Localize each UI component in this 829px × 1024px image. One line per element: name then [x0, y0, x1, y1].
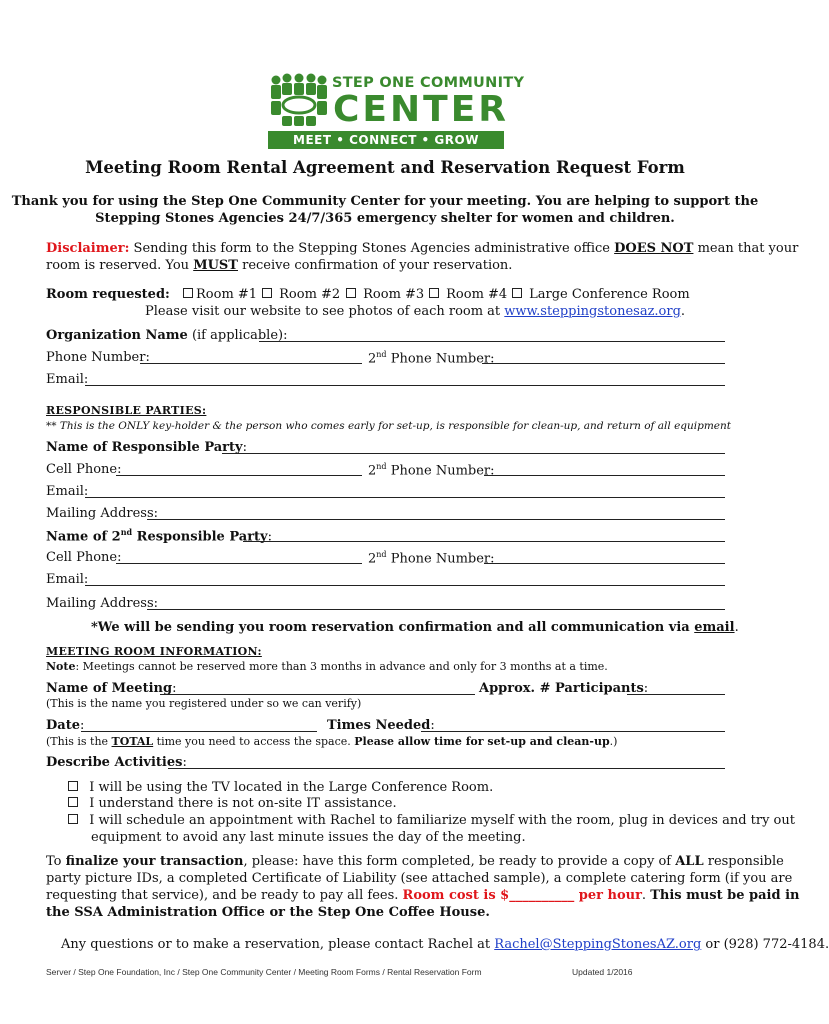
email-field[interactable]: [85, 585, 725, 586]
checkbox-icon[interactable]: [346, 288, 356, 298]
room-option-label: Room #3: [363, 287, 425, 302]
mailing-address-field[interactable]: [147, 609, 725, 610]
room-cost-label: Room cost is $: [402, 888, 510, 903]
org-name-bold: Organization Name: [46, 328, 188, 343]
label-bold: Times Needed: [327, 718, 431, 733]
intro-line-1: Thank you for using the Step One Community Center for your meeting. You are helping to support the: [11, 194, 759, 209]
email-label: Email:: [46, 372, 89, 387]
check-tv[interactable]: [68, 780, 493, 795]
text: .: [641, 888, 651, 903]
checkbox-icon[interactable]: [68, 781, 78, 791]
label-colon: :: [172, 681, 177, 696]
finalize-line-1: [46, 854, 784, 869]
responsible-note: ** This is the ONLY key-holder & the person who comes early for set-up, is responsible for clean-up, and return of all equipment: [46, 420, 732, 432]
room-requested-label: Room requested:: [46, 287, 170, 302]
contact-line: [61, 937, 829, 952]
label-part: Name of 2: [46, 529, 121, 545]
meeting-name-hint: (This is the name you registered under so we can verify): [46, 697, 362, 710]
text: To: [46, 854, 66, 869]
second-phone-label: [368, 462, 495, 478]
room-cost-unit: per hour: [574, 888, 642, 903]
note-bold: Please allow time for set-up and clean-up: [354, 735, 610, 748]
second-responsible-name-field[interactable]: [243, 541, 725, 542]
check-label: I will be using the TV located in the Large Conference Room.: [89, 780, 494, 795]
disclaimer-line-1: [46, 241, 798, 256]
email-label: Email:: [46, 572, 89, 587]
website-note: [145, 304, 685, 319]
responsible-heading: RESPONSIBLE PARTIES:: [46, 404, 207, 417]
note-label: Note: [46, 660, 76, 673]
checkbox-icon[interactable]: [68, 797, 78, 807]
checkbox-icon[interactable]: [512, 288, 522, 298]
intro-line-2: Stepping Stones Agencies 24/7/365 emergency shelter for women and children.: [95, 211, 675, 226]
org-name-field[interactable]: [259, 341, 725, 342]
website-end: .: [680, 304, 686, 319]
cell-phone-label: Cell Phone:: [46, 550, 122, 565]
label-bold: Name of Responsible Party: [46, 440, 243, 455]
meeting-note: [46, 660, 608, 673]
date-field[interactable]: [81, 731, 317, 732]
room-option-label: Room #4: [446, 287, 508, 302]
label-rest: Phone Number:: [386, 463, 495, 479]
participants-field[interactable]: [627, 694, 725, 695]
label-bold: Describe Activities: [46, 755, 183, 770]
participants-label: [479, 681, 648, 696]
text-bold: ALL: [675, 854, 704, 869]
disclaimer-label: Disclaimer:: [46, 241, 130, 256]
room-option-1[interactable]: [183, 287, 257, 302]
finalize-line-4: the SSA Administration Office or the Step One Coffee House.: [46, 905, 490, 920]
text: requesting that service), and be ready to pay all fees.: [46, 888, 403, 903]
activities-field[interactable]: [168, 768, 725, 769]
checkbox-icon[interactable]: [68, 814, 78, 824]
disclaimer-text: room is reserved. You: [46, 258, 194, 273]
label-colon: :: [182, 755, 187, 770]
label-colon: :: [79, 718, 85, 733]
checkbox-icon[interactable]: [429, 288, 439, 298]
text: responsible: [703, 854, 784, 869]
second-phone-field[interactable]: [482, 363, 725, 364]
second-phone-field[interactable]: [484, 563, 725, 564]
meeting-heading: MEETING ROOM INFORMATION:: [46, 645, 262, 658]
label-rest: Phone Number:: [386, 551, 495, 567]
website-link[interactable]: www.steppingstonesaz.org: [504, 304, 681, 319]
activities-label: [46, 755, 187, 770]
disclaimer-emphasis: DOES NOT: [614, 241, 694, 256]
website-text: Please visit our website to see photos of each room at: [145, 304, 505, 319]
label-part: Responsible Party: [132, 529, 268, 545]
sup-base: 2: [368, 351, 377, 367]
cell-phone-label: Cell Phone:: [46, 462, 122, 477]
check-label: I will schedule an appointment with Rachel to familiarize myself with the room, plug in devices and try out: [89, 813, 795, 828]
room-option-4[interactable]: [429, 287, 507, 302]
sup-text: nd: [376, 350, 387, 359]
mailing-address-label: Mailing Address:: [46, 506, 159, 521]
contact-phone: or (928) 772-4184.: [701, 937, 829, 952]
text-bold: This must be paid in: [650, 888, 800, 903]
room-option-label: Room #1: [196, 287, 258, 302]
page-title: Meeting Room Rental Agreement and Reservation Request Form: [85, 158, 685, 177]
second-responsible-name-label: [46, 527, 272, 544]
text-bold: finalize your transaction: [65, 854, 244, 869]
sup-text: nd: [376, 550, 387, 559]
sup-base: 2: [368, 551, 377, 567]
label-colon: :: [242, 440, 247, 455]
logo-tagline: MEET • CONNECT • GROW: [268, 131, 504, 149]
room-cost-field[interactable]: __________: [509, 888, 575, 903]
times-needed-label: [327, 718, 435, 733]
finalize-line-3: [46, 888, 800, 903]
second-phone-field[interactable]: [484, 475, 725, 476]
room-option-large-conference[interactable]: [512, 287, 690, 302]
cell-phone-field[interactable]: [116, 475, 362, 476]
date-label: [46, 718, 84, 733]
cell-phone-field[interactable]: [116, 563, 362, 564]
check-it-assistance[interactable]: [68, 796, 397, 811]
contact-text: Any questions or to make a reservation, please contact Rachel at: [61, 937, 495, 952]
label-colon: :: [267, 529, 272, 545]
org-name-rest: (if applicable):: [187, 328, 288, 343]
check-label: I understand there is not on-site IT assistance.: [89, 796, 397, 811]
label-bold: Approx. # Participants: [479, 681, 644, 696]
org-name-label: [46, 328, 287, 343]
checkbox-icon[interactable]: [262, 288, 272, 298]
meeting-name-label: [46, 681, 176, 696]
phone-label: Phone Number:: [46, 350, 150, 365]
disclaimer-text: Sending this form to the Stepping Stones Agencies administrative office: [129, 241, 615, 256]
sup-text: nd: [376, 462, 387, 471]
note-emphasis: TOTAL: [111, 735, 154, 748]
mailing-address-label: Mailing Address:: [46, 596, 159, 611]
disclaimer-line-2: [46, 258, 512, 273]
confirm-end: .: [734, 620, 739, 635]
footer-path: Server / Step One Foundation, Inc / Step One Community Center / Meeting Room Forms / Rental Reservation Form: [46, 967, 482, 977]
finalize-line-2: party picture IDs, a completed Certificate of Liability (see attached sample), a complete catering form (if you are: [46, 871, 793, 886]
label-colon: :: [430, 718, 435, 733]
total-time-note: [46, 735, 617, 748]
second-phone-label: [368, 550, 495, 566]
label-rest: Phone Number:: [386, 351, 495, 367]
label-colon: :: [643, 681, 649, 696]
responsible-name-label: [46, 440, 247, 455]
email-field[interactable]: [85, 385, 725, 386]
mailing-address-field[interactable]: [147, 519, 725, 520]
logo-title: STEP ONE COMMUNITY: [332, 75, 525, 91]
check-appointment-cont: equipment to avoid any last minute issues the day of the meeting.: [91, 830, 526, 845]
check-appointment[interactable]: [68, 813, 795, 828]
confirm-text: *We will be sending you room reservation confirmation and all communication via: [91, 620, 695, 635]
disclaimer-text: receive confirmation of your reservation.: [237, 258, 513, 273]
sup-text: nd: [120, 527, 133, 537]
note-text: time you need to access the space.: [153, 735, 355, 748]
confirmation-note: [91, 620, 739, 635]
room-option-label: Large Conference Room: [529, 287, 690, 302]
note-text: .): [609, 735, 618, 748]
email-field[interactable]: [85, 497, 725, 498]
confirm-email-word: email: [694, 620, 735, 635]
times-needed-field[interactable]: [421, 731, 725, 732]
label-bold: Name of Meeting: [46, 681, 173, 696]
meeting-name-field[interactable]: [160, 694, 475, 695]
contact-email-link[interactable]: Rachel@SteppingStonesAZ.org: [494, 937, 702, 952]
disclaimer-emphasis: MUST: [193, 258, 238, 273]
responsible-name-field[interactable]: [222, 453, 725, 454]
checkbox-icon[interactable]: [183, 288, 193, 298]
sup-base: 2: [368, 463, 377, 479]
note-text: : Meetings cannot be reserved more than 3 months in advance and only for 3 months at a time.: [75, 660, 608, 673]
label-bold: Date: [46, 718, 80, 733]
logo-center: CENTER: [333, 89, 510, 130]
text: , please: have this form completed, be ready to provide a copy of: [243, 854, 676, 869]
room-option-label: Room #2: [279, 287, 341, 302]
people-meeting-icon: [268, 72, 330, 128]
email-label: Email:: [46, 484, 89, 499]
room-option-2[interactable]: [262, 287, 340, 302]
disclaimer-text: mean that your: [693, 241, 799, 256]
note-text: (This is the: [46, 735, 112, 748]
phone-field[interactable]: [140, 363, 362, 364]
second-phone-label: [368, 350, 495, 366]
room-option-3[interactable]: [346, 287, 424, 302]
footer-updated: Updated 1/2016: [572, 967, 633, 977]
